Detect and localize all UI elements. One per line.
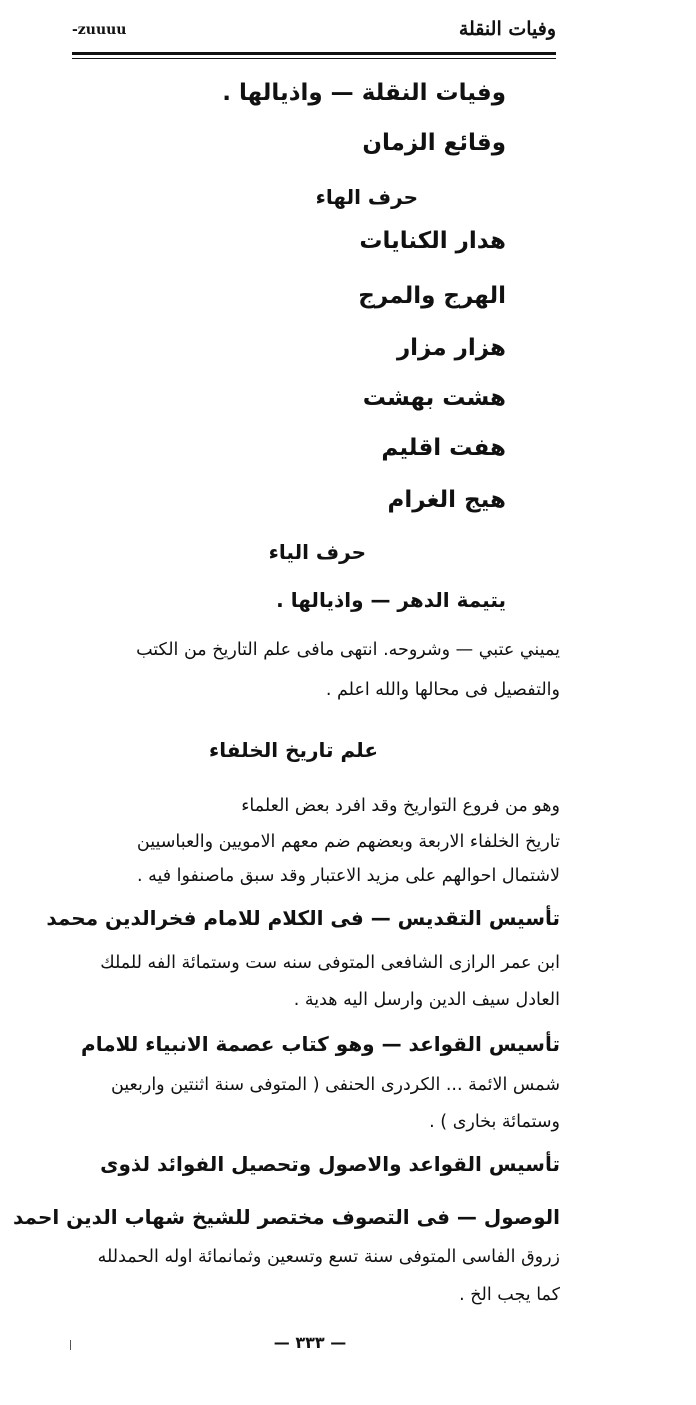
entry-title: وقائع الزمان — [362, 130, 506, 156]
entry-title: يتيمة الدهر — واذيالها . — [276, 588, 506, 612]
header-rule-thin — [72, 58, 556, 59]
entry-title: هزار مزار — [396, 335, 506, 361]
body-line: والتفصيل فى محالها والله اعلم . — [325, 680, 560, 700]
header-left-mark: -zuuuu — [72, 22, 127, 38]
body-line: ابن عمر الرازى الشافعى المتوفى سنه ست وستمائة الفه للملك — [100, 953, 560, 973]
body-line: العادل سيف الدين وارسل اليه هدية . — [293, 990, 560, 1010]
entry-title: وفيات النقلة — واذيالها . — [222, 80, 506, 106]
entry-lead-line: تأسيس التقديس — فى الكلام للامام فخرالدين محمد — [46, 906, 560, 930]
entry-title: هيج الغرام — [387, 487, 506, 513]
entry-title: هفت اقليم — [381, 435, 506, 461]
body-line: زروق الفاسى المتوفى سنة تسع وتسعين وثمانمائة اوله الحمدلله — [97, 1247, 560, 1267]
margin-mark — [70, 1340, 71, 1350]
entry-lead-line: تأسيس القواعد والاصول وتحصيل الفوائد لذوى — [100, 1152, 560, 1176]
body-line: كما يجب الخ . — [459, 1285, 560, 1305]
body-line: وهو من فروع التواريخ وقد افرد بعض العلماء — [241, 796, 560, 816]
entry-lead-line: تأسيس القواعد — وهو كتاب عصمة الانبياء للامام — [81, 1032, 560, 1056]
page-number: — ٣٣٣ — — [273, 1333, 347, 1352]
body-line: وستمائة بخارى ) . — [429, 1112, 560, 1132]
running-header — [72, 18, 556, 48]
body-line: شمس الائمة ... الكردرى الحنفى ( المتوفى سنة اثنتين واربعين — [110, 1075, 560, 1095]
section-heading: حرف الهاء — [315, 185, 418, 209]
entry-title: هدار الكنايات — [359, 228, 506, 254]
body-line: لاشتمال احوالهم على مزيد الاعتبار وقد سبق ماصنفوا فيه . — [136, 866, 560, 886]
body-line: تاريخ الخلفاء الاربعة وبعضهم ضم معهم الامويين والعباسيين — [136, 832, 560, 852]
section-heading: حرف الياء — [268, 540, 366, 564]
entry-title: هشت بهشت — [362, 385, 506, 411]
entry-title: الهرج والمرج — [358, 283, 506, 309]
header-title: وفيات النقلة — [458, 18, 556, 40]
entry-lead-line: الوصول — فى التصوف مختصر للشيخ شهاب الدين احمد — [12, 1205, 560, 1229]
section-heading: علم تاريخ الخلفاء — [209, 738, 378, 762]
body-line: يميني عتبي — وشروحه. انتهى مافى علم التاريخ من الكتب — [136, 640, 560, 660]
header-rule-thick — [72, 52, 556, 55]
